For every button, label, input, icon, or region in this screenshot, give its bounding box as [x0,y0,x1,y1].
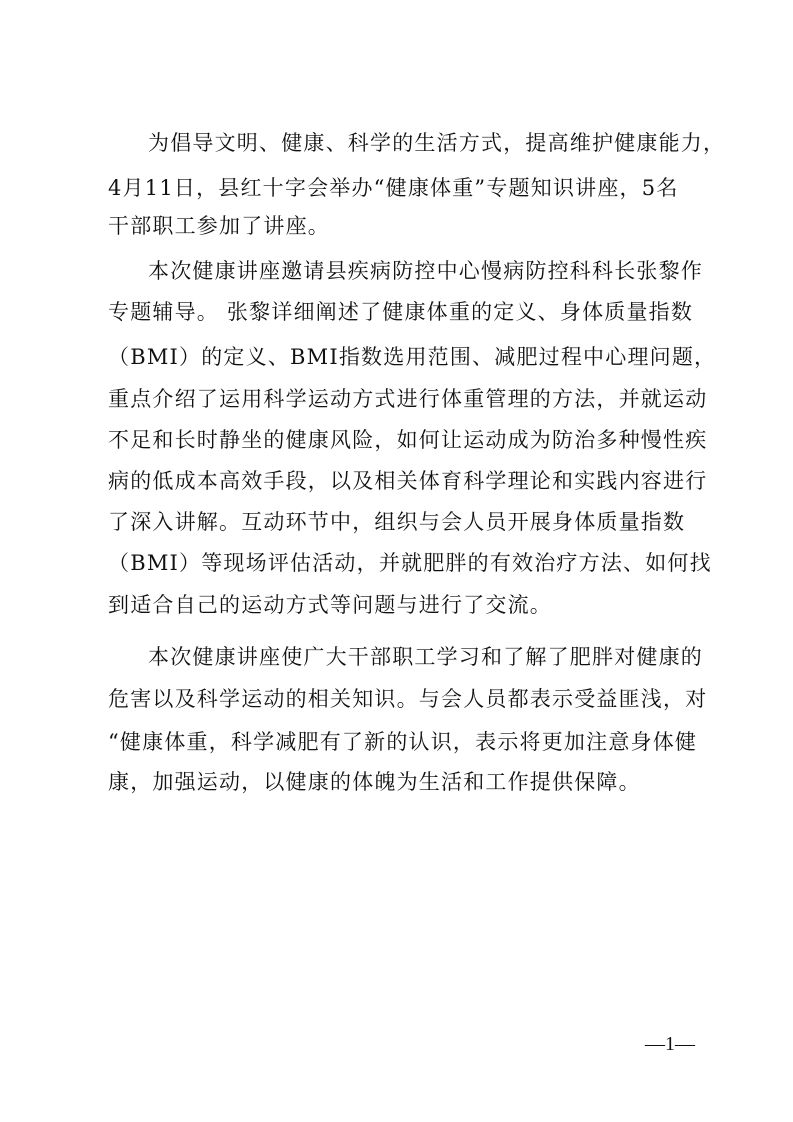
paragraph-3-line-1: 本次健康讲座使广大干部职工学习和了解了肥胖对健康的 [148,645,703,669]
paragraph-3-line-3: “健康体重，科学减肥有了新的认识，表示将更加注意身体健 [108,730,698,754]
page-number: —1— [645,1033,695,1055]
paragraph-2-line-6: 病的低成本高效手段，以及相关体育科学理论和实践内容进行 [108,469,708,493]
paragraph-2-line-1: 本次健康讲座邀请县疾病防控中心慢病防控科科长张黎作 [148,259,703,283]
paragraph-2-line-8: （BMI）等现场评估活动，并就肥胖的有效治疗方法、如何找 [108,551,712,575]
paragraph-2-line-3: （BMI）的定义、BMI指数选用范围、减肥过程中心理问题， [108,345,717,369]
paragraph-2-line-9: 到适合自己的运动方式等问题与进行了交流。 [108,593,552,617]
paragraph-3-line-4: 康，加强运动，以健康的体魄为生活和工作提供保障。 [108,770,641,794]
paragraph-1-line-1: 为倡导文明、健康、科学的生活方式，提高维护健康能力， [148,131,726,155]
paragraph-2-line-5: 不足和长时静坐的健康风险，如何让运动成为防治多种慢性疾 [108,428,708,452]
paragraph-3-line-2: 危害以及科学运动的相关知识。与会人员都表示受益匪浅，对 [108,687,708,711]
paragraph-2-line-7: 了深入讲解。互动环节中，组织与会人员开展身体质量指数 [108,510,686,534]
paragraph-2-line-2: 专题辅导。 张黎详细阐述了健康体重的定义、身体质量指数 [108,300,694,324]
paragraph-2-line-4: 重点介绍了运用科学运动方式进行体重管理的方法，并就运动 [108,387,708,411]
paragraph-1-line-2: 4月11日，县红十字会举办“健康体重”专题知识讲座，5名 [108,176,679,200]
paragraph-1-line-3: 干部职工参加了讲座。 [108,214,330,238]
